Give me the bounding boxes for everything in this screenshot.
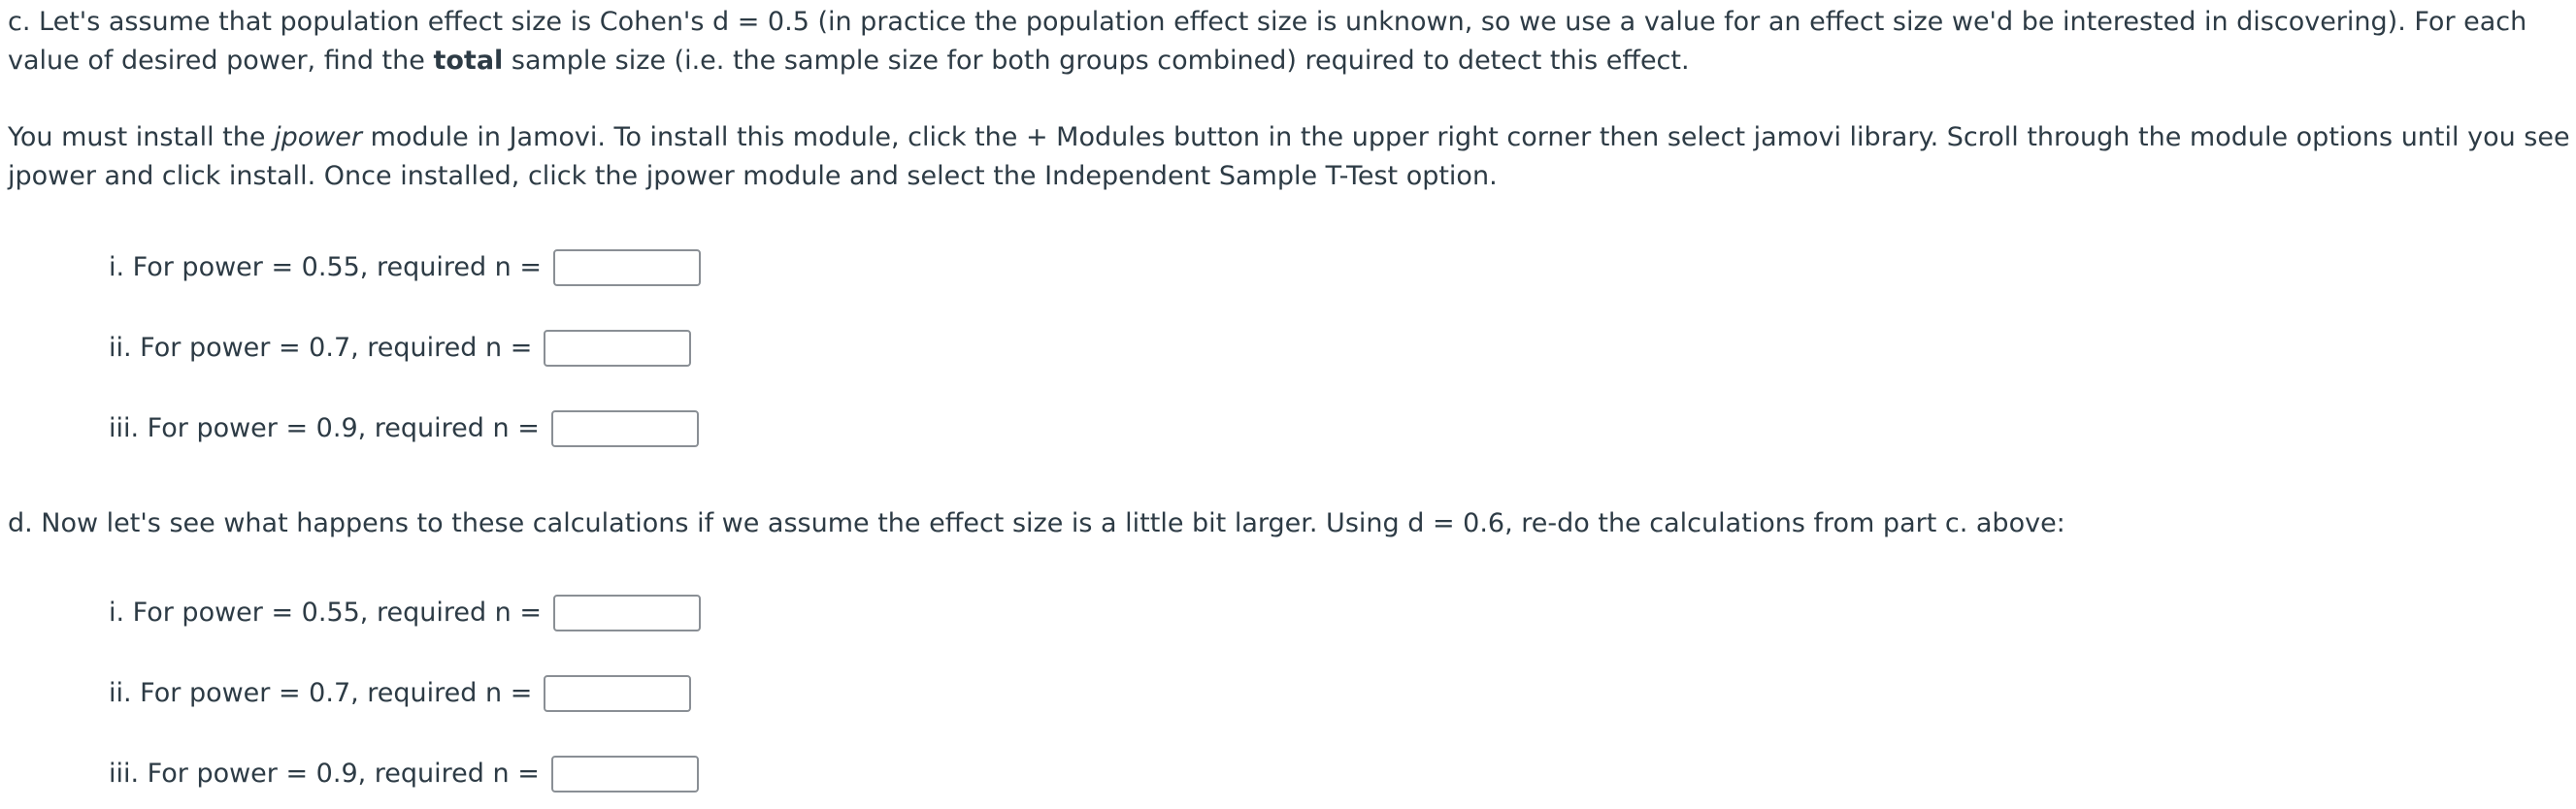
question-label: ii. For power = 0.7, required n =	[109, 678, 533, 708]
install-text-start: You must install the	[8, 122, 275, 152]
install-module-name: jpower	[274, 122, 363, 152]
question-label: i. For power = 0.55, required n =	[109, 598, 542, 628]
part-c-question-3	[109, 408, 699, 449]
question-label: iii. For power = 0.9, required n =	[109, 413, 540, 443]
part-d-answer-2-input[interactable]	[544, 675, 691, 712]
part-d-question-1	[109, 593, 701, 633]
question-label: i. For power = 0.55, required n =	[109, 252, 542, 282]
part-c-instructions	[8, 3, 2570, 81]
part-c-question-1	[109, 247, 701, 288]
part-c-answer-1-input[interactable]	[553, 249, 701, 286]
part-d-question-3	[109, 754, 699, 794]
question-label: ii. For power = 0.7, required n =	[109, 333, 533, 363]
install-text-end: module in Jamovi. To install this module, click the + Modules button in the upper right corner then select jamovi library. Scroll through the module options until you see jpower and click install. Once installed, click the jpower module and select the Independent Sample T-Test option.	[8, 122, 2570, 191]
part-c-text-end: sample size (i.e. the sample size for both groups combined) required to detect this effect.	[503, 46, 1690, 76]
part-c-text-start: c. Let's assume that population effect size is Cohen's d = 0.5 (in practice the population effect size is unknown, so we use a value for an effect size we'd be interested in discovering). For each value of desired power, find the	[8, 7, 2527, 76]
part-c-answer-3-input[interactable]	[551, 410, 699, 447]
part-c-answer-2-input[interactable]	[544, 330, 691, 367]
part-d-text: d. Now let's see what happens to these calculations if we assume the effect size is a little bit larger. Using d = 0.6, re-do the calculations from part c. above:	[8, 508, 2065, 538]
part-d-answer-3-input[interactable]	[551, 756, 699, 793]
part-d-question-2	[109, 673, 691, 714]
part-d-instructions	[8, 504, 2570, 543]
part-c-bold-term: total	[433, 46, 504, 76]
part-d-answer-1-input[interactable]	[553, 595, 701, 631]
question-label: iii. For power = 0.9, required n =	[109, 759, 540, 789]
install-instructions	[8, 118, 2570, 196]
part-c-question-2	[109, 328, 691, 369]
